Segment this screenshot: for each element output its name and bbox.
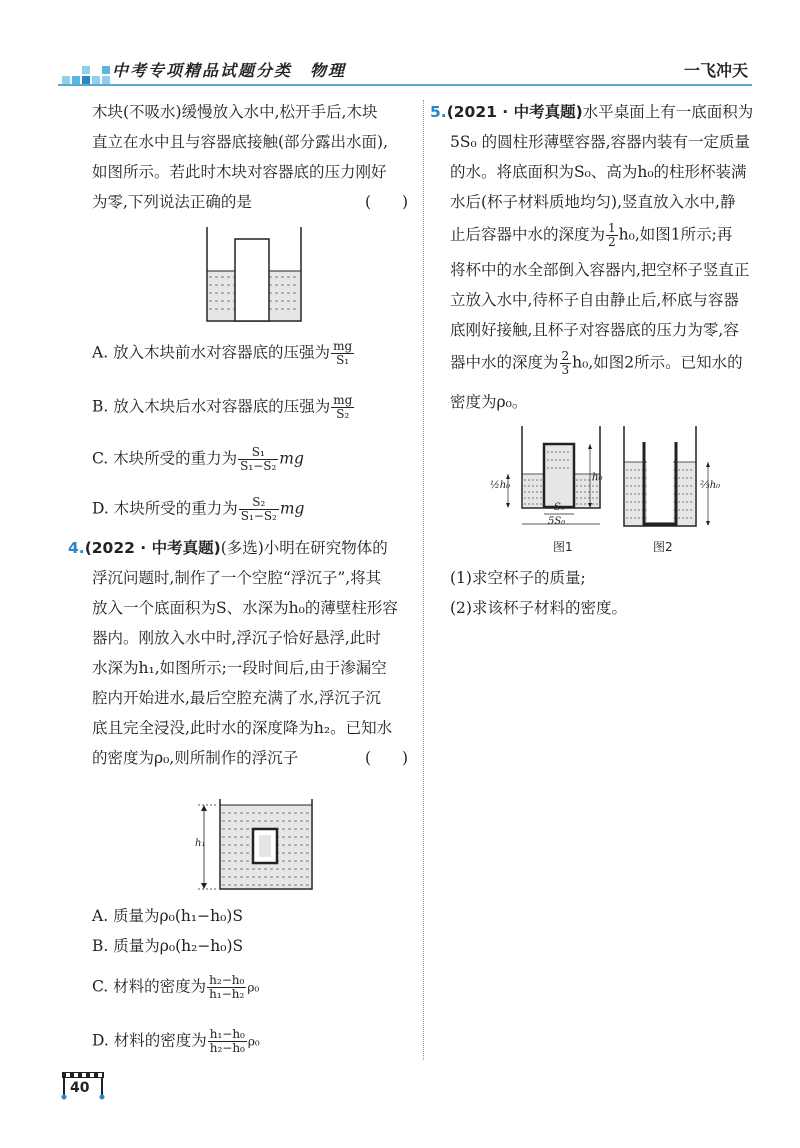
- frac-den: h₁−h₂: [209, 987, 245, 1001]
- q5-frac-half: [606, 222, 618, 249]
- q3-diagram: [205, 225, 305, 325]
- q3-line-1: 木块(不吸水)缓慢放入水中,松开手后,木块: [92, 103, 378, 121]
- q4-option-c-rho: ρ₀: [247, 980, 260, 995]
- q5-frac-twothirds: [560, 350, 572, 377]
- q5-line-9b: h₀,如图2所示。已知水的: [572, 353, 743, 372]
- q4-line-6: 腔内开始进水,最后空腔充满了水,浮沉子沉: [92, 689, 381, 707]
- q5-fig1-label-h0: h₀: [592, 472, 603, 483]
- q5-line-5a: 止后容器中水的深度为: [450, 225, 606, 244]
- frac-den: S₁: [336, 353, 350, 367]
- q3-line-2: 直立在水中且与容器底接触(部分露出水面),: [92, 133, 389, 151]
- q5-line-1-text: 水平桌面上有一底面积为: [582, 103, 754, 121]
- q5-line-3: 的水。将底面积为S₀、高为h₀的柱形杯装满: [450, 163, 747, 181]
- q4-fig-label-h1: h₁: [195, 838, 206, 849]
- q4-line-4: 器内。刚放入水中时,浮沉子恰好悬浮,此时: [92, 629, 381, 647]
- q4-source: (2022 · 中考真题): [84, 539, 221, 557]
- frac-den: 3: [561, 363, 570, 377]
- frac-num: h₁−h₀: [209, 1027, 245, 1041]
- q5-line-6: 将杯中的水全部倒入容器内,把空杯子竖直正: [450, 261, 750, 279]
- q3-line-3: 如图所示。若此时木块对容器底的压力刚好: [92, 163, 387, 181]
- frac-num: S₂: [239, 496, 279, 510]
- column-divider: [423, 100, 424, 1060]
- q3-line-4: 为零,下列说法正确的是: [92, 193, 252, 211]
- frac-den: h₂−h₀: [209, 1041, 245, 1055]
- q3-option-d-fraction: [239, 496, 279, 523]
- q4-option-d-fraction: [208, 1028, 247, 1055]
- q5-line-8: 底刚好接触,且杯子对容器底的压力为零,容: [450, 321, 739, 339]
- q3-answer-paren: ( ): [365, 193, 409, 211]
- q3-option-a-text: A. 放入木块前水对容器底的压强为: [92, 343, 331, 362]
- frac-num: 2: [561, 349, 570, 363]
- q4-line-7: 底且完全浸没,此时水的深度降为h₂。已知水: [92, 719, 393, 737]
- header-title: 中考专项精品试题分类 物理: [112, 61, 347, 80]
- q4-line-1-text: (多选)小明在研究物体的: [220, 539, 388, 557]
- q5-line-7: 立放入水中,待杯子自由静止后,杯底与容器: [450, 291, 739, 309]
- frac-num: mg: [333, 339, 353, 353]
- q4-line-2: 浮沉问题时,制作了一个空腔“浮沉子”,将其: [92, 569, 382, 587]
- q4-option-b[interactable]: B. 质量为ρ₀(h₂−h₀)S: [92, 937, 244, 955]
- frac-num: h₂−h₀: [209, 973, 245, 987]
- q5-line-5: [450, 222, 732, 249]
- q5-fig2-label: ⅔h₀: [700, 480, 721, 491]
- q3-option-c-text: C. 木块所受的重力为: [92, 449, 238, 468]
- q4-option-a[interactable]: A. 质量为ρ₀(h₁−h₀)S: [92, 907, 243, 925]
- q5-line-9a: 器中水的深度为: [450, 353, 559, 372]
- frac-num: 1: [608, 221, 616, 235]
- q5-line-2: 5S₀ 的圆柱形薄壁容器,容器内装有一定质量: [450, 133, 751, 151]
- q5-fig1-caption: 图1: [553, 540, 573, 554]
- q4-answer-paren: ( ): [365, 749, 409, 767]
- q5-line-10: 密度为ρ₀。: [450, 393, 528, 411]
- q5-line-1: [430, 102, 753, 122]
- q5-line-4: 水后(杯子材料质地均匀),竖直放入水中,静: [450, 193, 736, 211]
- header-brand: 一飞冲天: [683, 61, 748, 80]
- q3-option-d-mg: mg: [279, 499, 305, 518]
- q4-line-1: [68, 538, 388, 558]
- q3-option-c-mg: mg: [279, 449, 304, 468]
- q3-option-d-text: D. 木块所受的重力为: [92, 499, 238, 518]
- frac-den: S₂: [336, 407, 350, 421]
- q4-option-c-text: C. 材料的密度为: [92, 977, 207, 996]
- q5-fig1-label-half: ½h₀: [490, 480, 511, 491]
- q4-number: 4.: [68, 539, 85, 557]
- q4-diagram: [190, 795, 320, 895]
- header-rule: [58, 84, 752, 86]
- q4-option-c[interactable]: [92, 974, 259, 1001]
- q3-option-b[interactable]: [92, 394, 355, 421]
- q4-line-8: 的密度为ρ₀,则所制作的浮沉子: [92, 749, 299, 767]
- q4-line-3: 放入一个底面积为S、水深为h₀的薄壁柱形容: [92, 599, 398, 617]
- q5-sub-2: (2)求该杯子材料的密度。: [450, 599, 627, 617]
- q4-option-d-text: D. 材料的密度为: [92, 1031, 207, 1050]
- q5-source: (2021 · 中考真题): [446, 103, 583, 121]
- q5-line-9: [450, 350, 743, 377]
- frac-den: S₁−S₂: [240, 459, 277, 473]
- q5-fig1-label-S0: S₀: [554, 502, 565, 513]
- q5-number: 5.: [430, 103, 447, 121]
- q3-option-d[interactable]: [92, 496, 304, 523]
- q3-option-c-fraction: [238, 446, 278, 473]
- q3-option-b-text: B. 放入木块后水对容器底的压强为: [92, 397, 331, 416]
- q5-figure-2: [620, 422, 720, 532]
- frac-den: 2: [608, 235, 616, 249]
- q4-option-d[interactable]: [92, 1028, 260, 1055]
- frac-num: S₁: [238, 446, 278, 460]
- page-number: 40: [70, 1080, 90, 1096]
- q4-option-d-rho: ρ₀: [247, 1034, 260, 1049]
- q3-option-b-fraction: [331, 394, 354, 421]
- q4-option-c-fraction: [207, 974, 246, 1001]
- q5-fig2-caption: 图2: [653, 540, 673, 554]
- q5-line-5b: h₀,如图1所示;再: [618, 225, 733, 244]
- q4-line-5: 水深为h₁,如图所示;一段时间后,由于渗漏空: [92, 659, 387, 677]
- q3-option-a-fraction: [331, 340, 354, 367]
- q3-option-c[interactable]: [92, 446, 304, 473]
- q5-fig1-label-5S0: 5S₀: [548, 516, 566, 527]
- frac-den: S₁−S₂: [240, 509, 277, 523]
- q3-option-a[interactable]: [92, 340, 355, 367]
- q5-sub-1: (1)求空杯子的质量;: [450, 569, 586, 587]
- frac-num: mg: [333, 393, 353, 407]
